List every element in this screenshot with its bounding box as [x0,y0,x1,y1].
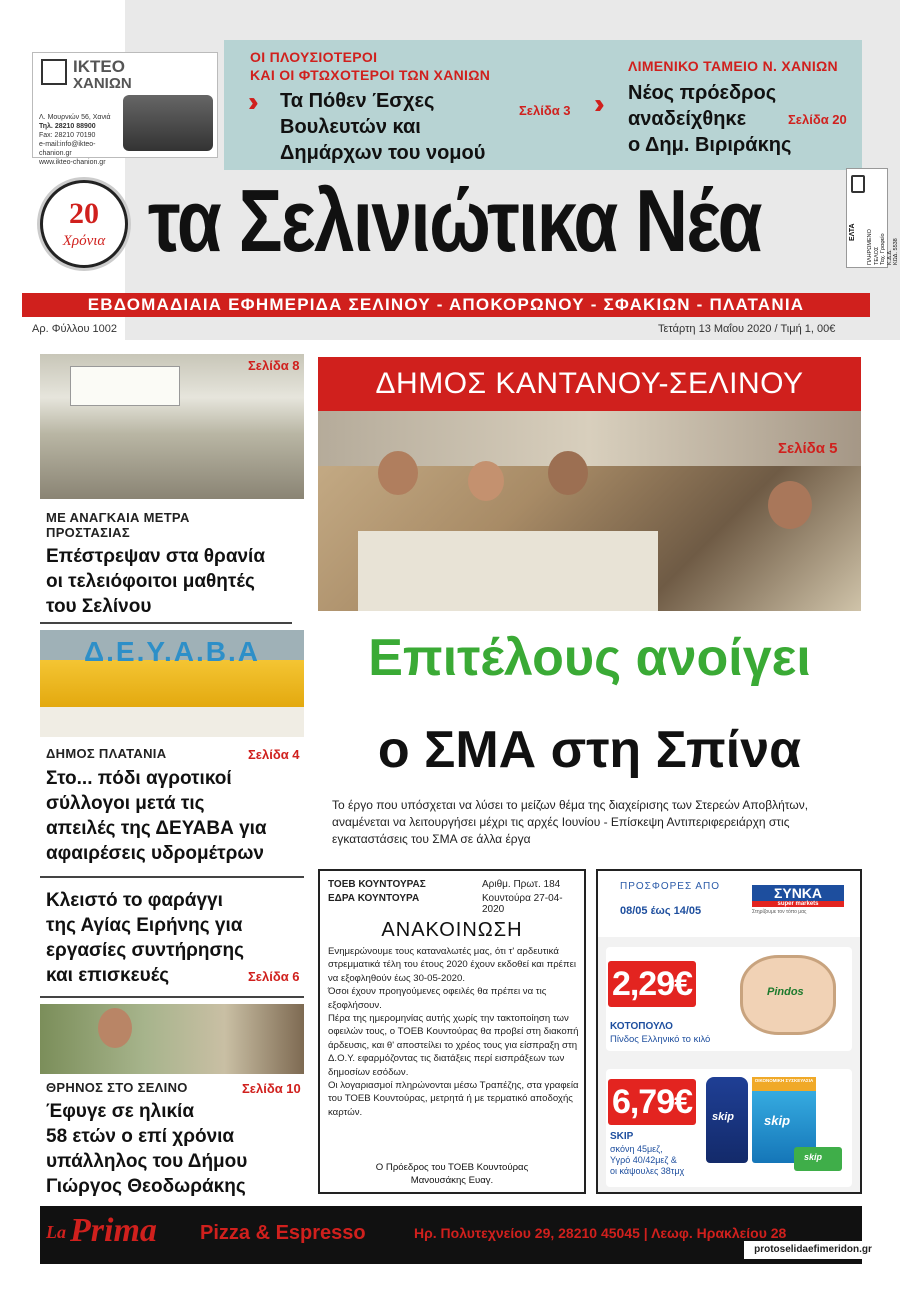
chevron-right-icon: ›› [248,86,251,117]
footer-brand-la: La [46,1222,66,1242]
hero-lede: Το έργο που υπόσχεται να λύσει το μείζων θέμα της διαχείρισης των Στερεών Αποβλήτων, αναμένεται να λειτουργήσει μέχρι τις αρχές Ιουνίου - Επίσκεψη Αντιπεριφερειάρχη στις εγκαταστάσεις του ΣΜΑ σε άλλα έργα [332,798,809,846]
ann-paragraph-1: Ενημερώνουμε τους καταναλωτές μας, ότι τ' αρδευτικά στρεμματικά τέλη του έτους 2020 έχουν εκδοθεί και πρέπει να εξοφληθούν έως 30-05-2020. [328,946,576,984]
ad-brand-logo [752,885,844,907]
banner-right-headline[interactable] [628,80,791,158]
ikteo-city: ΧΑΝΙΩΝ [73,75,132,92]
banner-left-head-2: Βουλευτών και [280,116,421,138]
chicken-desc: Πίνδος Ελληνικό το κιλό [610,1034,711,1045]
story-4-page[interactable]: Σελίδα 10 [242,1081,301,1096]
story-1-head-2: οι τελειόφοιτοι μαθητές [46,571,255,592]
footer-ad[interactable] [40,1206,862,1264]
story-1-page[interactable]: Σελίδα 8 [248,358,300,373]
banner-left-head-3: Δημάρχων του νομού [280,142,486,164]
elta-line-1: ΠΛΗΡΩΜΕΝΟ [867,229,873,265]
skip-desc-2: Υγρό 40/42μεζ & [610,1155,677,1165]
story-2-head-3: απειλές της ΔΕΥΑΒΑ για [46,818,267,839]
deyaba-sign: Δ.Ε.Υ.Α.Β.Α [84,636,260,667]
footer-brand-prima: Prima [70,1212,157,1249]
ann-sign-1: Ο Πρόεδρος του ΤΟΕΒ Κουντούρας [375,1162,529,1173]
issue-date-price: Τετάρτη 13 Μαΐου 2020 / Τιμή 1, 00€ [658,323,836,335]
ann-paragraph-2: Όσοι έχουν προηγούμενες οφειλές θα πρέπει να τις εξοφλήσουν. [328,986,547,1011]
vehicles-photo [123,95,213,151]
story-2-kicker: ΔΗΜΟΣ ΠΛΑΤΑΝΙΑ [46,746,167,761]
ikteo-name: ΙΚΤΕΟ [73,57,125,76]
ann-ref-2: Κουντούρα 27-04-2020 [482,893,563,915]
story-3-page[interactable]: Σελίδα 6 [248,969,300,984]
elta-line-2: ΤΕΛΟΣ [873,246,880,265]
story-1-head-3: του Σελίνου [46,596,152,617]
anniversary-badge [40,180,128,268]
chevron-right-icon: ›› [594,88,597,119]
ad-tagline: Στηρίζουμε τον τόπο μας [752,909,807,915]
banner-left-head-1: Τα Πόθεν Έσχες [280,90,435,112]
ikteo-fax: Fax: 28210 70190 [39,132,96,139]
story-1-head-1: Επέστρεψαν στα θρανία [46,546,266,567]
story-4-head-2: 58 ετών ο επί χρόνια [46,1126,235,1147]
banner-left-headline[interactable] [280,88,485,166]
story-2-headline[interactable] [46,766,267,866]
banner-right-head-3: ο Δημ. Βιριράκης [628,134,792,156]
ikteo-logo-icon [41,59,67,85]
chicken-product-image [740,955,836,1035]
person [468,461,504,501]
skip-box-banner: ΟΙΚΟΝΟΜΙΚΗ ΣΥΣΚΕΥΑΣΙΑ [752,1077,816,1091]
ann-paragraph-3: Πέρα της ημερομηνίας αυτής χωρίς την τακτοποίηση των οφειλών τους, ο ΤΟΕΒ Κουντούρας θα προβεί στη διακοπή άρδευσις, και θ' αποστείλει το χρέος τους για είσπραξη στη Δ.Ο.Υ. εφαρμόζοντας τις διατάξεις περί εισπράξεων των δημοσίων εσόδων. [328,1013,579,1078]
classroom-photo[interactable] [40,354,304,499]
portrait-photo[interactable] [40,1004,304,1074]
banner-left-kicker-2: ΚΑΙ ΟΙ ΦΤΩΧΟΤΕΡΟΙ ΤΩΝ ΧΑΝΙΩΝ [250,67,491,83]
story-3-head-4: και επισκευές [46,965,170,986]
ann-paragraph-4: Οι λογαριασμοί πληρώνονται μέσω Τραπέζης, στα γραφεία του ΤΟΕΒ Κουντούρας, μετρητά ή με τερματικό αποδοχής καρτών. [328,1080,579,1118]
elta-line-5: ΚΩΔ. 5538 [893,238,899,265]
person [768,481,812,529]
footer-tagline: Pizza & Espresso [200,1222,366,1244]
story-2-head-2: σύλλογοι μετά τις [46,793,205,814]
story-1-kicker-2: ΠΡΟΣΤΑΣΙΑΣ [46,525,130,540]
banner-right-page[interactable]: Σελίδα 20 [788,112,847,127]
ikteo-address: Λ. Μουρνιών 56, Χανιά [39,114,111,121]
ad-brand-sub: super markets [752,901,844,907]
banner-right-head-2: αναδείχθηκε [628,108,747,130]
story-1-kicker [46,510,190,540]
footer-address: Ηρ. Πολυτεχνείου 29, 28210 45045 | Λεωφ. Ηρακλείου 28 [414,1225,787,1241]
skip-capsules-image [794,1147,842,1171]
skip-bottle-label: skip [712,1111,735,1123]
elta-line-3: Ταχ. Γραφείο [880,233,886,265]
ann-org-1: ΤΟΕΒ ΚΟΥΝΤΟΥΡΑΣ [328,879,426,890]
story-3-head-3: εργασίες συντήρησης [46,940,245,961]
elta-postage-text [867,229,900,265]
story-2-page[interactable]: Σελίδα 4 [248,747,300,762]
table [358,531,658,611]
skip-price: 6,79€ [608,1079,696,1125]
chicken-price: 2,29€ [608,961,696,1007]
ikteo-ad[interactable] [32,52,218,166]
story-4-kicker: ΘΡΗΝΟΣ ΣΤΟ ΣΕΛΙΝΟ [46,1080,188,1095]
ad-brand: ΣΥΝΚΑ [773,885,823,901]
story-3-headline[interactable] [46,888,244,988]
story-4-head-3: υπάλληλος του Δήμου [46,1151,248,1172]
story-2-head-4: αφαιρέσεις υδρομέτρων [46,843,264,864]
masthead-title[interactable]: τα Σελινιώτικα Νέα [148,171,761,270]
ad-dates: 08/05 έως 14/05 [620,905,702,917]
skip-capsules-label: skip [804,1152,823,1162]
ann-org-2: ΕΔΡΑ ΚΟΥΝΤΟΥΡΑ [328,893,420,904]
ad-label: ΠΡΟΣΦΟΡΕΣ ΑΠΟ [620,881,721,892]
ann-ref-1: Αριθμ. Πρωτ. 184 [482,879,561,890]
skip-box-label: skip [764,1113,791,1128]
elta-line-4: Κ.Δ.Δ. [886,249,893,265]
banner-right-head-1: Νέος πρόεδρος [628,82,777,104]
hero-page[interactable]: Σελίδα 5 [778,440,838,457]
story-1-kicker-1: ΜΕ ΑΝΑΓΚΑΙΑ ΜΕΤΡΑ [46,510,190,525]
ikteo-phone: Τηλ. 28210 88900 [39,123,96,130]
ann-title: ΑΝΑΚΟΙΝΩΣΗ [381,919,523,941]
story-3-head-1: Κλειστό το φαράγγι [46,890,223,911]
story-4-head-4: Γιώργος Θεοδωράκης [46,1176,246,1197]
chicken-name: ΚΟΤΟΠΟΥΛΟ [610,1021,673,1032]
issue-number: Αρ. Φύλλου 1002 [32,323,117,335]
divider [40,996,304,998]
deyaba-building-photo[interactable] [40,630,304,737]
skip-bottle-image [706,1077,748,1163]
banner-right-kicker: ΛΙΜΕΝΙΚΟ ΤΑΜΕΙΟ Ν. ΧΑΝΙΩΝ [628,58,838,74]
whiteboard [70,366,180,406]
announcement-box [318,869,586,1194]
badge-word: Χρόνια [62,233,106,249]
divider [40,622,292,624]
ann-signature [320,1161,584,1187]
chicken-pack-brand: Pindos [767,986,804,998]
ikteo-email: e-mail:info@ikteo-chanion.gr [39,141,96,157]
ikteo-web: www.ikteo-chanion.gr [39,159,106,166]
banner-left-kicker-1: ΟΙ ΠΛΟΥΣΙΟΤΕΡΟΙ [250,49,378,65]
postage-box [846,168,899,268]
supermarket-ad[interactable] [596,869,862,1194]
postal-logo-icon [851,175,865,193]
banner-left-page[interactable]: Σελίδα 3 [519,103,571,118]
person [378,451,418,495]
story-4-head-1: Έφυγε σε ηλικία [46,1101,195,1122]
ann-sign-2: Μανουσάκης Ευαγ. [410,1175,494,1186]
hero-section-band: ΔΗΜΟΣ ΚΑΝΤΑΝΟΥ-ΣΕΛΙΝΟΥ [318,357,861,411]
divider [40,876,304,878]
story-4-headline[interactable] [46,1099,247,1199]
person [548,451,588,495]
skip-name: SKIP [610,1131,634,1142]
story-3-head-2: της Αγίας Ειρήνης για [46,915,243,936]
watermark: protoselidaefimeridon.gr [744,1241,882,1259]
skip-desc-3: οι κάψουλες 38τμχ [610,1166,685,1176]
skip-desc [610,1144,684,1177]
story-2-head-1: Στο... πόδι αγροτικοί [46,768,232,789]
badge-number: 20 [69,197,99,230]
story-1-headline[interactable] [46,544,265,619]
elta-brand: ΕΛΤΑ [849,223,856,241]
skip-desc-1: σκόνη 45μεζ, [610,1144,663,1154]
hero-headline-black[interactable]: ο ΣΜΑ στη Σπίνα [377,721,802,779]
face [98,1008,132,1048]
tagline-strip: ΕΒΔΟΜΑΔΙΑΙΑ ΕΦΗΜΕΡΙΔΑ ΣΕΛΙΝΟΥ - ΑΠΟΚΟΡΩΝΟΥ - ΣΦΑΚΙΩΝ - ΠΛΑΤΑΝΙΑ [22,293,870,317]
ikteo-contact [39,113,124,167]
hero-headline-green[interactable]: Επιτέλους ανοίγει [368,629,811,687]
ann-body [328,945,580,1119]
